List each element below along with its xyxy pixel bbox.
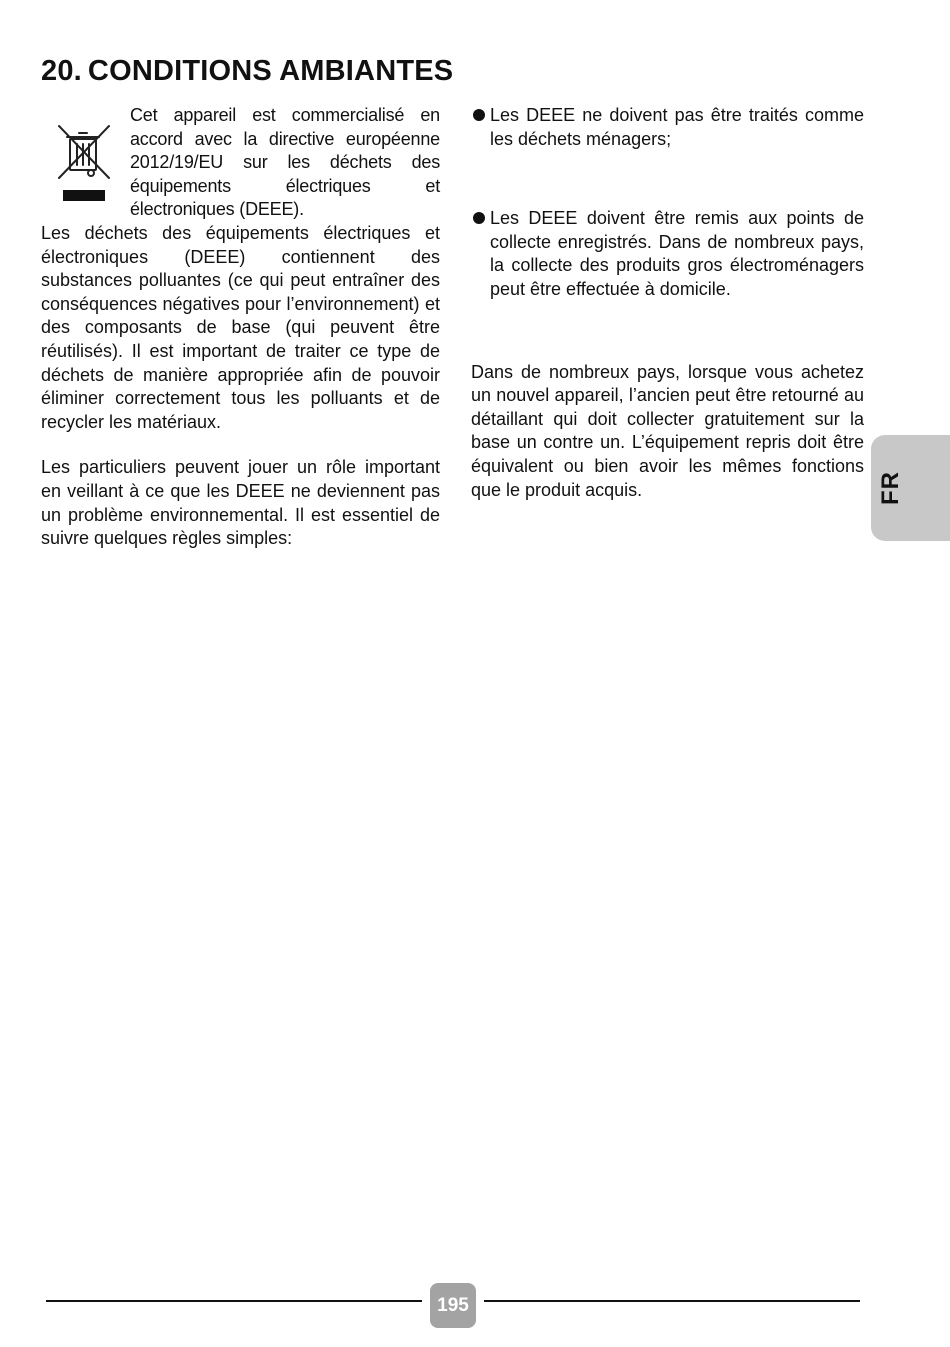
intro-text: Cet appareil est commercialisé en accord avec la directive européenne 2012/19/EU sur les déchets des équipements électriques et électroniques (DEEE). bbox=[130, 105, 440, 220]
left-column bbox=[41, 104, 440, 551]
bullet-dot-icon bbox=[473, 212, 485, 224]
section-number: 20. bbox=[41, 55, 82, 87]
bullet-item bbox=[471, 104, 864, 151]
section-title: CONDITIONS AMBIANTES bbox=[87, 55, 454, 87]
intro-block bbox=[41, 104, 440, 222]
bullet-text: Les DEEE ne doivent pas être traités comme les déchets ménagers; bbox=[490, 105, 864, 149]
page-number-badge: 195 bbox=[430, 1283, 476, 1328]
section-heading bbox=[41, 55, 453, 88]
right-column bbox=[471, 104, 864, 502]
bullet-dot-icon bbox=[473, 109, 485, 121]
footer-rule-right bbox=[484, 1300, 860, 1302]
paragraph-retailer-takeback: Dans de nombreux pays, lorsque vous achetez un nouvel appareil, l’ancien peut être retourné au détaillant qui doit collecter gratuitement sur la base un contre un. L’équipement repris doit être équivalent ou bien avoir les mêmes fonctions que le produit acquis. bbox=[471, 361, 864, 500]
bullet-item bbox=[471, 207, 864, 301]
footer-rule-left bbox=[46, 1300, 422, 1302]
bullet-text: Les DEEE doivent être remis aux points de collecte enregistrés. Dans de nombreux pays, la collecte des produits gros électroménagers peut être effectuée à domicile. bbox=[490, 208, 864, 299]
crossed-out-wheelie-bin-icon bbox=[53, 120, 117, 206]
paragraph-weee-substances: Les déchets des équipements électriques et électroniques (DEEE) contiennent des substances polluantes (ce qui peut entraîner des conséquences négatives pour l’environnement) et des composants de base (qui peuvent être réutilisés). Il est important de traiter ce type de déchets de manière appropriée afin de pouvoir éliminer correctement tous les polluants et de recycler les matériaux. bbox=[41, 223, 440, 432]
paragraph-individuals-role: Les particuliers peuvent jouer un rôle important en veillant à ce que les DEEE ne deviennent pas un problème environnemental. Il est essentiel de suivre quelques règles simples: bbox=[41, 457, 440, 549]
language-tab-label: FR bbox=[877, 471, 904, 505]
